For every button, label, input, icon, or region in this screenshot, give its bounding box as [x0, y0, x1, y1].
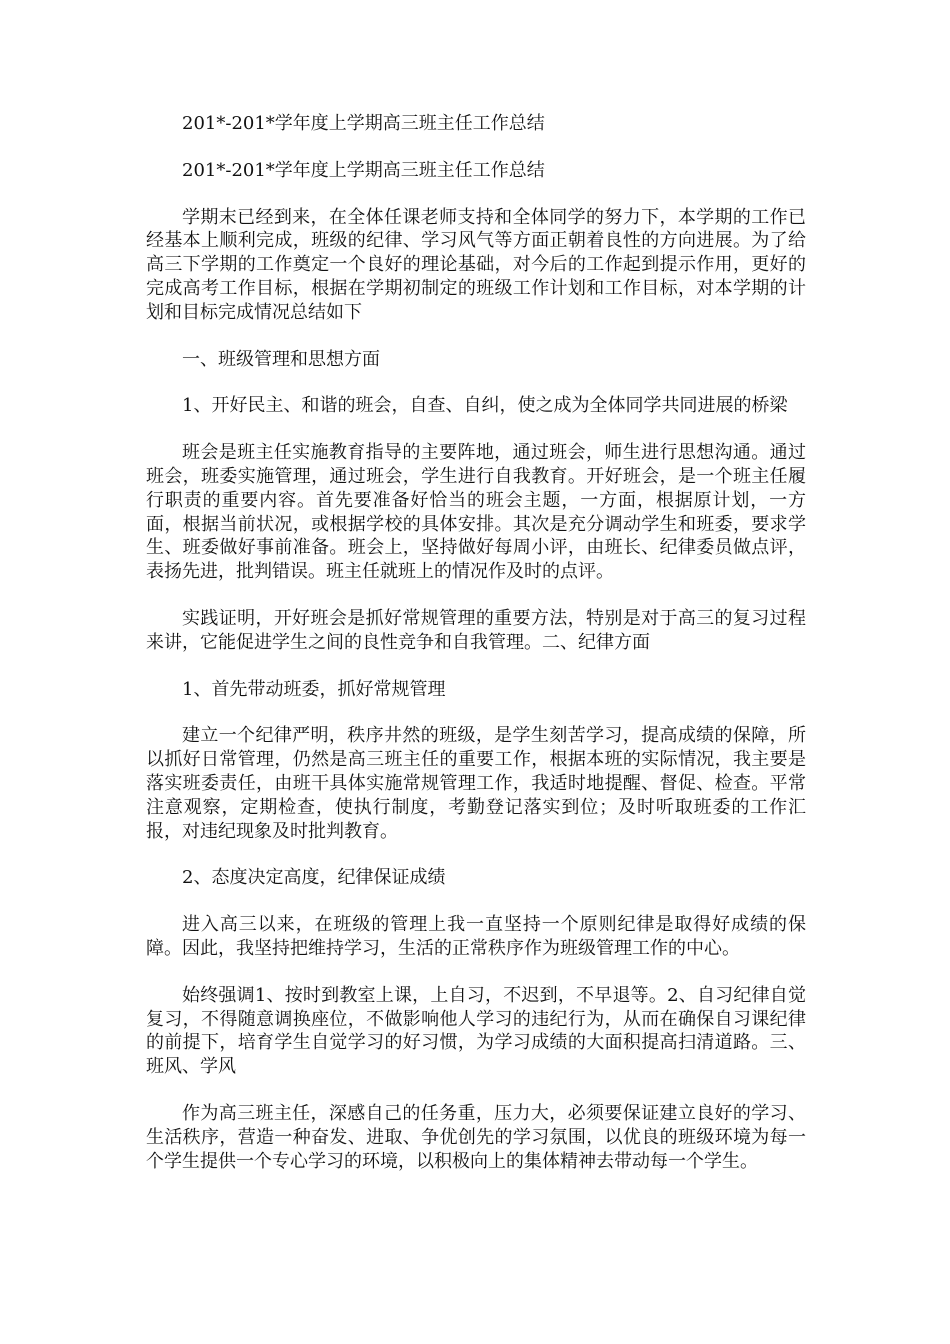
paragraph-practice-proof: 实践证明，开好班会是抓好常规管理的重要方法，特别是对于高三的复习过程来讲，它能促进学生之间的良性竞争和自我管理。二、纪律方面 — [146, 607, 806, 653]
document-subtitle: 201*-201*学年度上学期高三班主任工作总结 — [182, 159, 545, 181]
document-title: 201*-201*学年度上学期高三班主任工作总结 — [182, 113, 545, 134]
section-heading-class-management: 一、班级管理和思想方面 — [182, 348, 380, 370]
intro-paragraph: 学期末已经到来，在全体任课老师支持和全体同学的努力下，本学期的工作已经基本上顺利完成，班级的纪律、学习风气等方面正朝着良性的方向进展。为了给高三下学期的工作奠定一个良好的理论基础，对今后的工作起到提示作用，更好的完成高考工作目标，根据在学期初制定的班级工作计划和工作目标，对本学期的计划和目标完成情况总结如下 — [146, 206, 806, 323]
subheading-attitude-discipline: 2、态度决定高度，纪律保证成绩 — [182, 867, 446, 889]
document-body — [146, 112, 806, 1196]
paragraph-class-meeting: 班会是班主任实施教育指导的主要阵地，通过班会，师生进行思想沟通。通过班会，班委实施管理，通过班会，学生进行自我教育。开好班会，是一个班主任履行职责的重要内容。首先要准备好恰当的班会主题，一方面，根据原计划，一方面，根据当前状况，或根据学校的具体安排。其次是充分调动学生和班委，要求学生、班委做好事前准备。班会上，坚持做好每周小评，由班长、纪律委员做点评，表扬先进，批判错误。班主任就班上的情况作及时的点评。 — [146, 442, 806, 583]
paragraph-rules-emphasis: 始终强调1、按时到教室上课，上自习，不迟到，不早退等。2、自习纪律自觉复习，不得随意调换座位，不做影响他人学习的违纪行为，从而在确保自习课纪律的前提下，培育学生自觉学习的好习惯，为学习成绩的大面积提高扫清道路。三、班风、学风 — [146, 984, 806, 1078]
subheading-class-meeting: 1、开好民主、和谐的班会，自查、自纠，使之成为全体同学共同进展的桥梁 — [182, 395, 788, 417]
paragraph-daily-management: 建立一个纪律严明，秩序井然的班级，是学生刻苦学习，提高成绩的保障，所以抓好日常管理，仍然是高三班主任的重要工作，根据本班的实际情况，我主要是落实班委责任，由班干具体实施常规管理工作，我适时地提醒、督促、检查。平常注意观察，定期检查，使执行制度，考勤登记落实到位；及时听取班委的工作汇报，对违纪现象及时批判教育。 — [146, 725, 806, 842]
paragraph-discipline-principle: 进入高三以来，在班级的管理上我一直坚持一个原则纪律是取得好成绩的保障。因此，我坚持把维持学习，生活的正常秩序作为班级管理工作的中心。 — [146, 914, 806, 959]
subheading-class-committee: 1、首先带动班委，抓好常规管理 — [182, 678, 446, 700]
paragraph-class-atmosphere: 作为高三班主任，深感自己的任务重，压力大，必须要保证建立良好的学习、生活秩序，营造一种奋发、进取、争优创先的学习氛围，以优良的班级环境为每一个学生提供一个专心学习的环境，以积极向上的集体精神去带动每一个学生。 — [146, 1102, 806, 1172]
